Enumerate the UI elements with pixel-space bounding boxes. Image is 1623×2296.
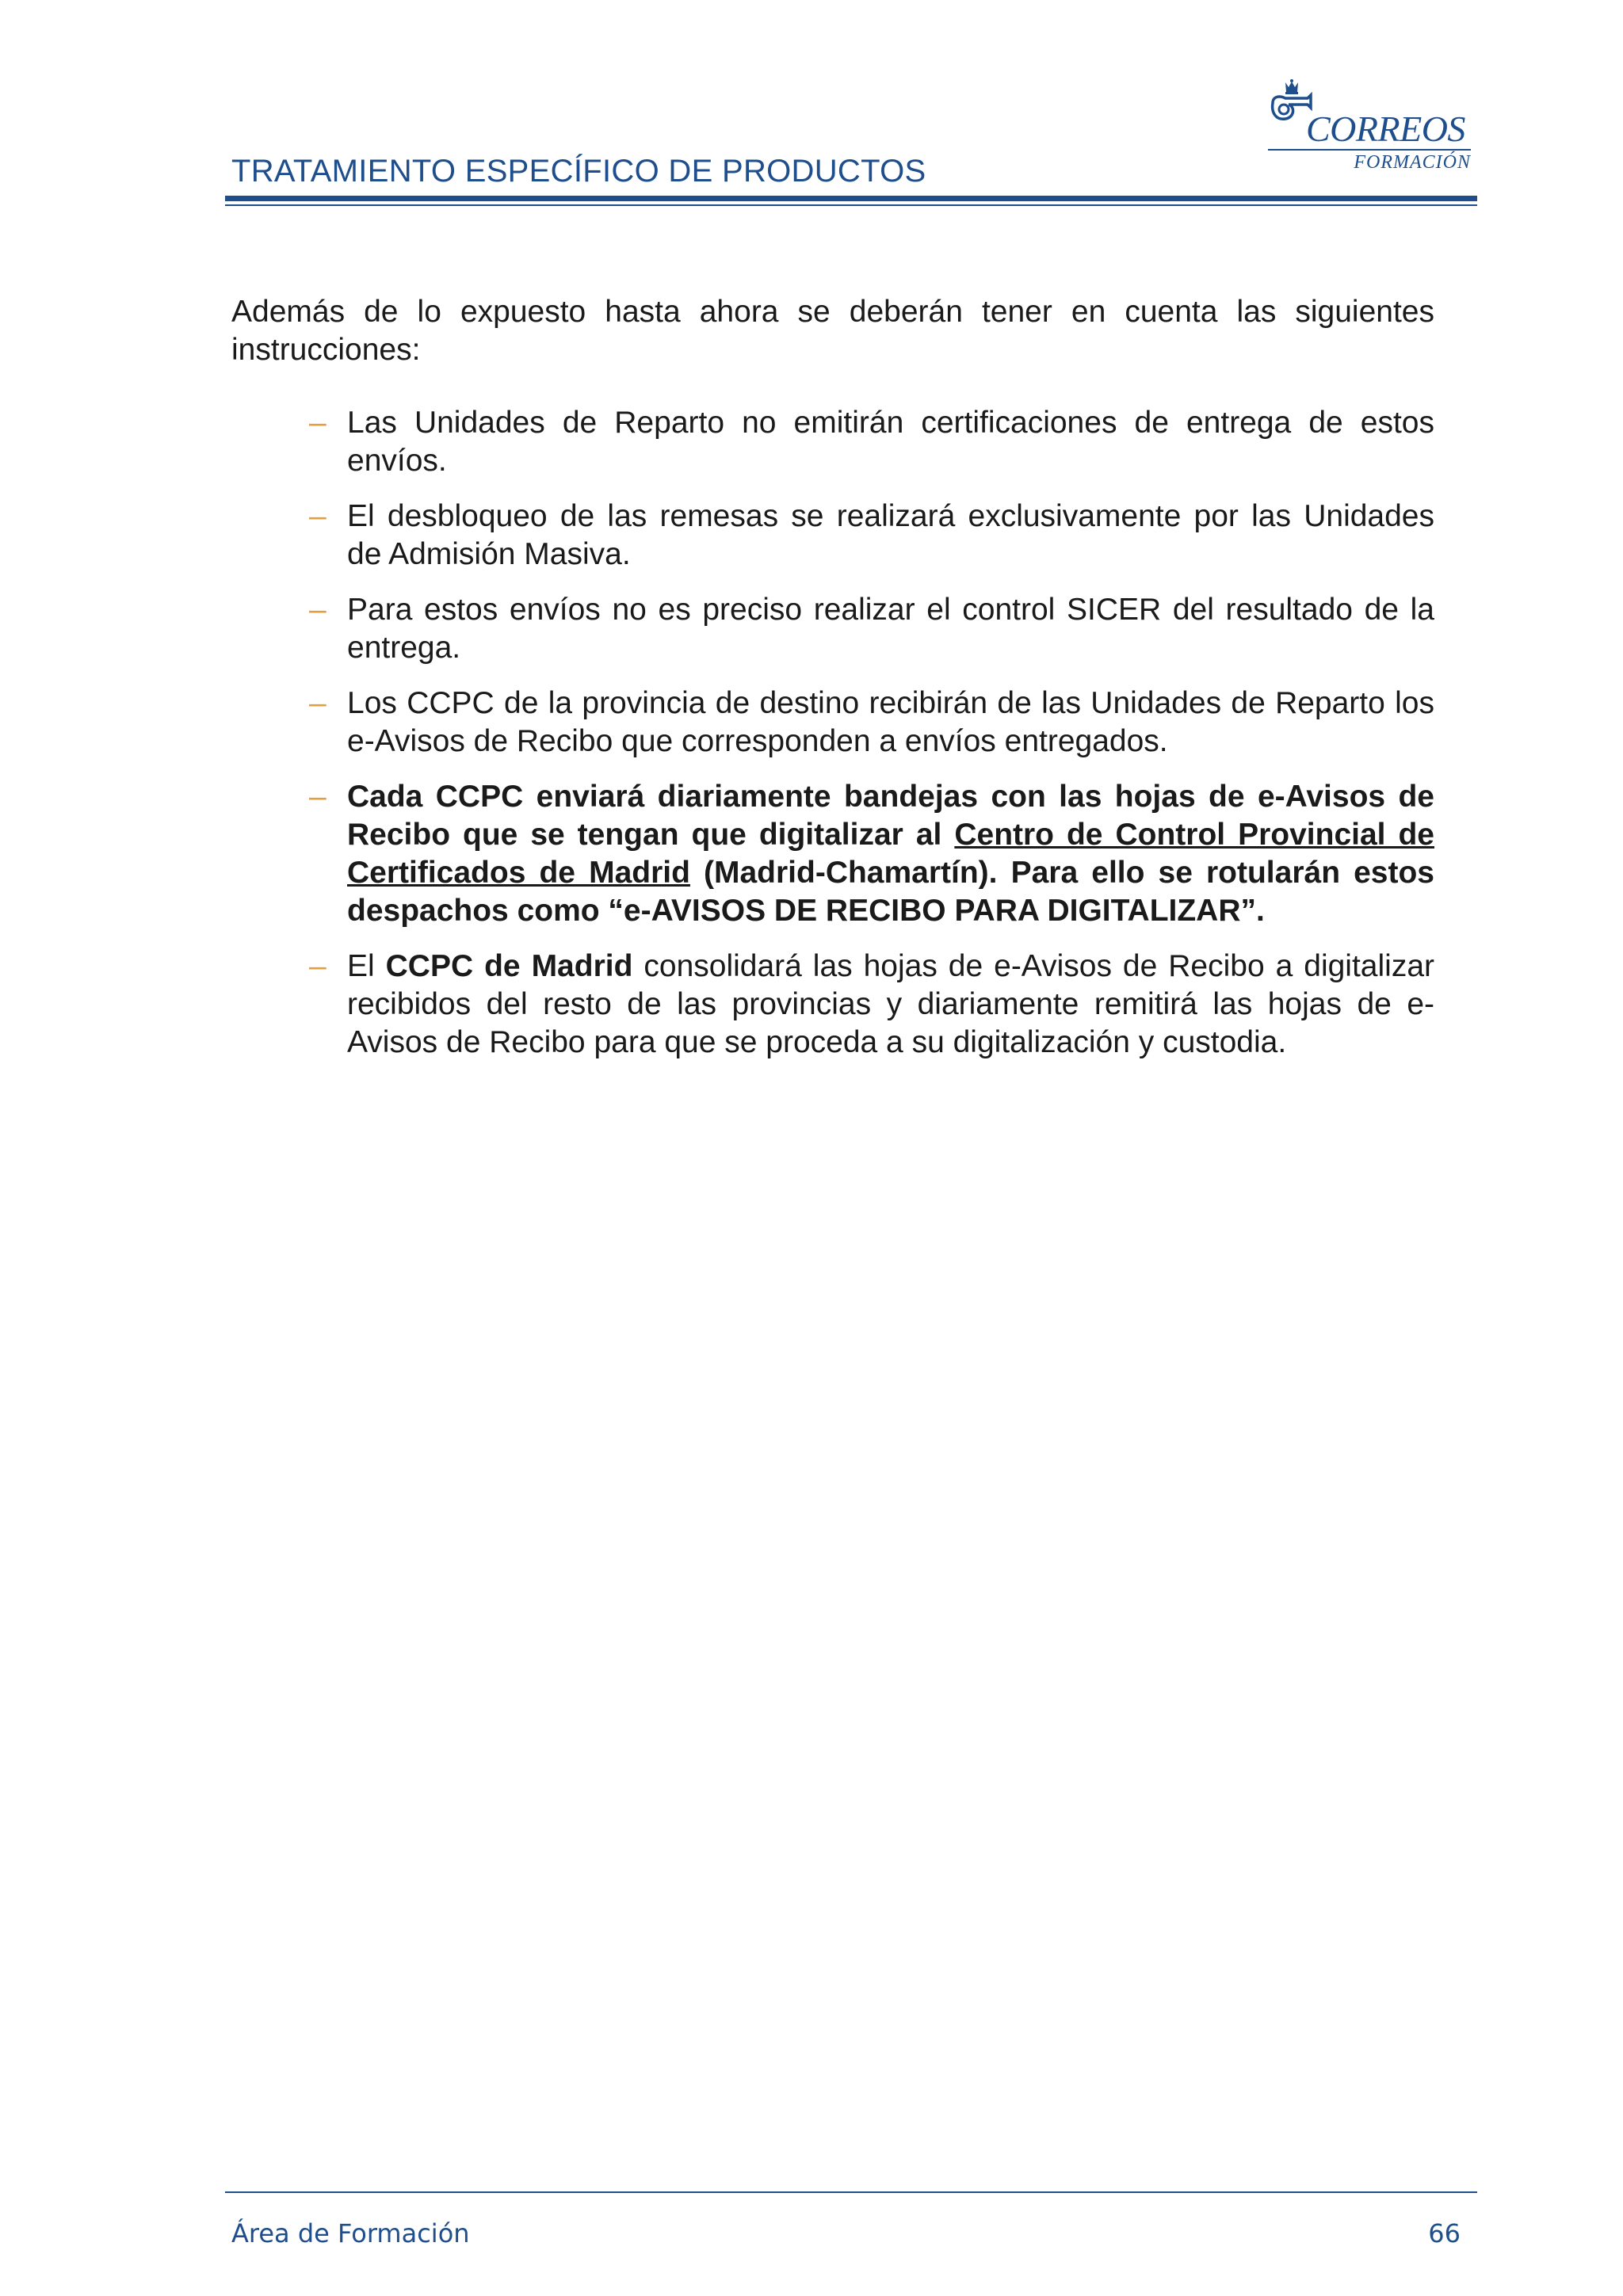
list-item-text: Para estos envíos no es preciso realizar el control SICER del resultado de la entrega. <box>347 593 1434 665</box>
list-item <box>231 498 1434 574</box>
madrid-center-underlined: Centro de Control Provincial de Certificados de Madrid <box>347 818 1434 890</box>
dash-bullet: – <box>309 686 327 720</box>
dash-bullet: – <box>309 406 327 440</box>
correos-logo <box>1268 79 1474 178</box>
list-item-text: El desbloqueo de las remesas se realizará exclusivamente por las Unidades de Admisión Masiva. <box>347 499 1434 571</box>
list-item-text: consolidará las hojas de e-Avisos de Recibo a digitalizar recibidos del resto de las provincias y diariamente remitirá las hojas de e-Avisos de Recibo para que se proceda a su digitalización y custodia. <box>347 949 1435 1059</box>
list-item <box>231 591 1434 667</box>
instruction-list <box>231 404 1434 1062</box>
footer-rule <box>225 2191 1477 2193</box>
list-item-text: El <box>347 949 386 983</box>
list-item-text: Cada CCPC enviará diariamente bandejas con las hojas de e-Avisos de Recibo que se tengan que digitalizar al <box>347 780 1434 852</box>
logo-wordmark: CORREOS <box>1306 109 1465 149</box>
header-rule-thin <box>225 204 1477 206</box>
list-item-text: Los CCPC de la provincia de destino recibirán de las Unidades de Reparto los e-Avisos de Recibo que corresponden a envíos entregados. <box>347 686 1434 758</box>
list-item <box>231 404 1434 480</box>
list-item-text: Las Unidades de Reparto no emitirán certificaciones de entrega de estos envíos. <box>347 406 1434 478</box>
dash-bullet: – <box>309 593 327 627</box>
page-content <box>231 293 1434 1079</box>
dash-bullet: – <box>309 949 327 983</box>
dash-bullet: – <box>309 780 327 814</box>
footer-area-label: Área de Formación <box>231 2218 470 2248</box>
page-header-title: TRATAMIENTO ESPECÍFICO DE PRODUCTOS <box>231 154 926 189</box>
header-rule <box>225 196 1477 201</box>
dash-bullet: – <box>309 499 327 533</box>
list-item <box>231 948 1434 1062</box>
list-item <box>231 685 1434 761</box>
ccpc-madrid-bold: CCPC de Madrid <box>385 949 633 983</box>
intro-paragraph: Además de lo expuesto hasta ahora se deberán tener en cuenta las siguientes instrucciones: <box>231 295 1434 367</box>
logo-subtitle: FORMACIÓN <box>1354 152 1471 173</box>
list-item-text: (Madrid-Chamartín). Para ello se rotularán estos despachos como “e-AVISOS DE RECIBO PARA DIGITALIZAR”. <box>347 856 1434 928</box>
page-number: 66 <box>1428 2218 1461 2248</box>
logo-rule <box>1268 149 1471 151</box>
list-item <box>231 778 1434 930</box>
